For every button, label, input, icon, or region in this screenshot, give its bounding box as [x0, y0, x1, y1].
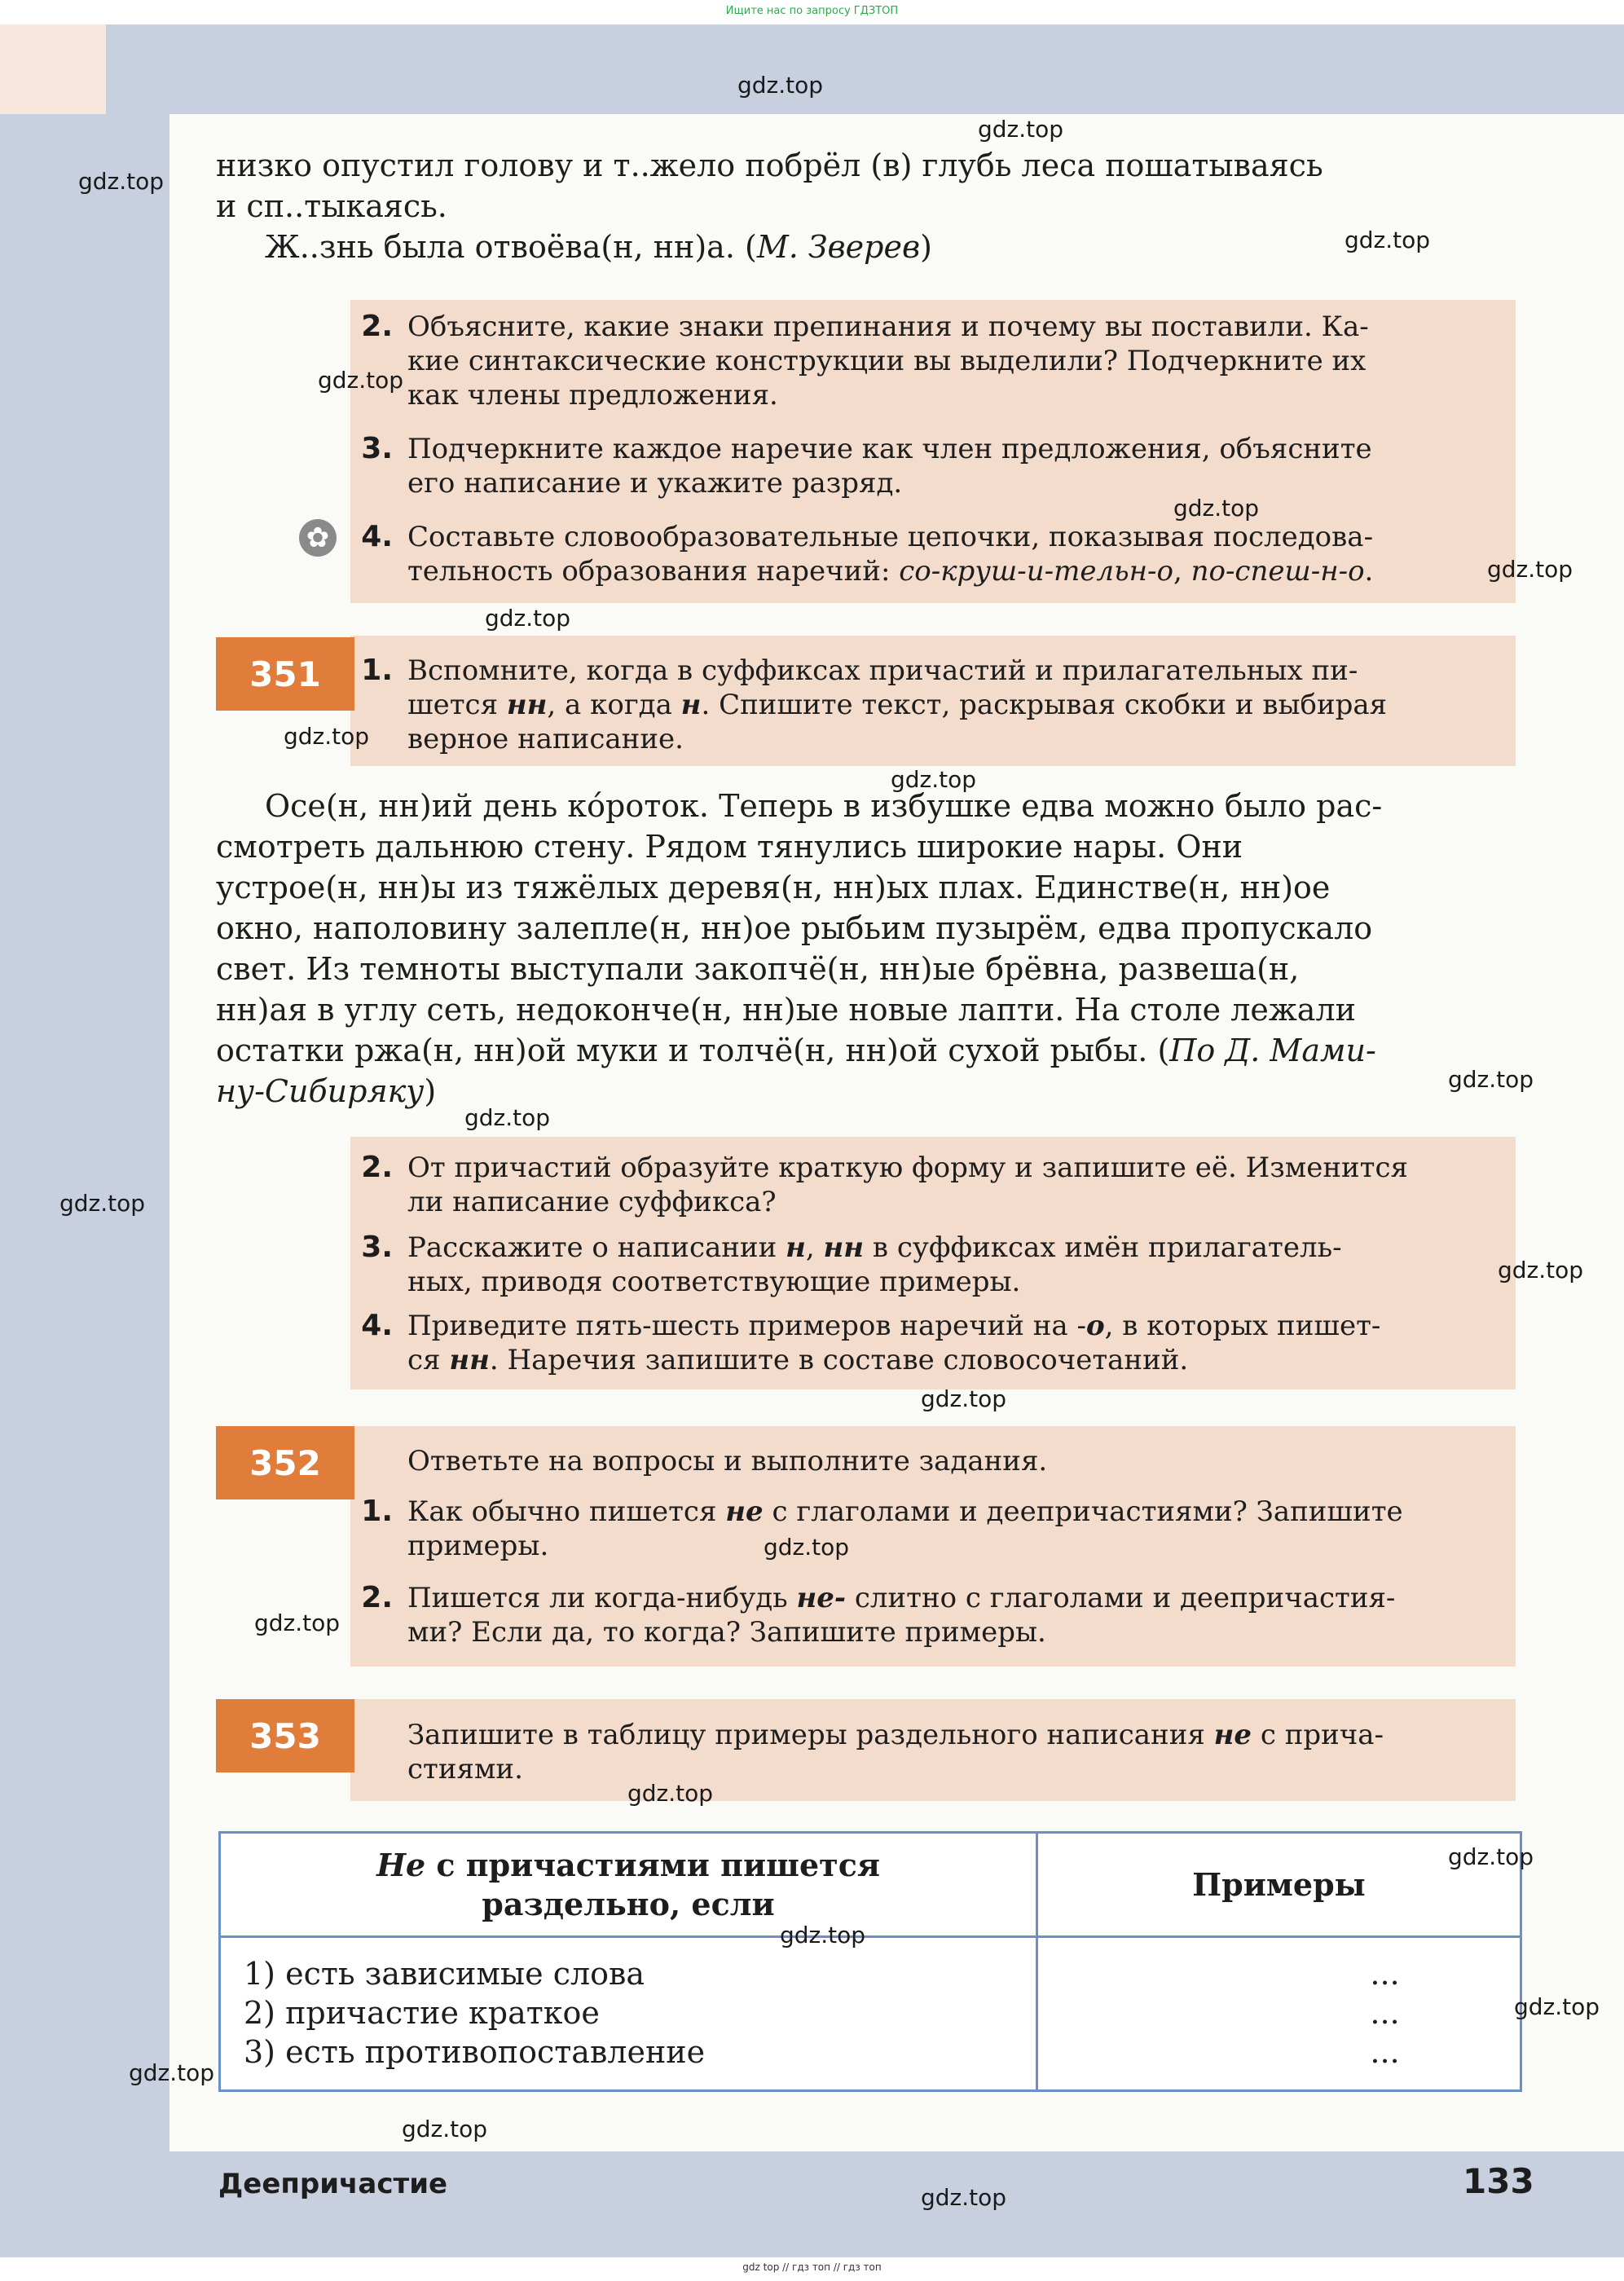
text-line: низко опустил голову и т..жело побрёл (в) глубь леса пошатываясь — [216, 148, 1323, 183]
watermark: gdz.top — [1514, 1993, 1600, 2020]
page-number: 133 — [1463, 2161, 1534, 2201]
watermark: gdz.top — [1345, 227, 1431, 253]
task-item: 4. Составьте словообразовательные цепочки, показывая последова- тельность образования наречий: со-круш-и-тельн-о, по-спеш-н-о. — [350, 520, 1373, 588]
task-item: 3. Расскажите о написании н, нн в суффиксах имён прилагатель- ных, приводя соответствующие примеры. — [350, 1231, 1342, 1299]
author-name: По Д. Мами- — [1169, 1033, 1376, 1068]
intro-text — [216, 145, 1520, 267]
task-number: 2. — [361, 1581, 393, 1614]
task-number: 2. — [361, 310, 393, 343]
table-header-examples: Примеры — [1037, 1833, 1521, 1937]
exercise-number-353: 353 — [216, 1699, 354, 1772]
watermark: gdz.top — [318, 367, 404, 394]
task-item: 1. Как обычно пишется не с глаголами и деепричастиями? Запишите примеры. — [350, 1495, 1403, 1563]
watermark: gdz.top — [921, 1385, 1007, 1412]
watermark: gdz.top — [891, 766, 977, 793]
watermark: gdz.top — [254, 1609, 341, 1636]
task-item: 4. Приведите пять-шесть примеров наречий на -о, в которых пишет- ся нн. Наречия запишите в составе словосочетаний. — [350, 1309, 1380, 1377]
task-item: 2. Пишется ли когда-нибудь не- слитно с глаголами и деепричастия- ми? Если да, то когда? Запишите примеры. — [350, 1581, 1395, 1649]
watermark: gdz.top — [978, 116, 1064, 143]
author-name: ну-Сибиряку — [216, 1073, 425, 1109]
table-header-condition: Не с причастиями пишется раздельно, если — [220, 1833, 1037, 1937]
task-item: 3. Подчеркните каждое наречие как член предложения, объясните его написание и укажите разряд. — [350, 432, 1372, 500]
watermark: gdz.top — [1448, 1843, 1534, 1870]
header-note[interactable]: Ищите нас по запросу ГДЗТОП — [725, 5, 899, 17]
task-number: 4. — [361, 520, 393, 553]
watermark: gdz.top — [1487, 556, 1573, 583]
exercise-number-352: 352 — [216, 1426, 354, 1499]
watermark: gdz.top — [59, 1190, 146, 1217]
task-number: 1. — [361, 1495, 393, 1528]
exercise-351-text: Осе(н, нн)ий день кóроток. Теперь в избушке едва можно было рас- смотреть дальнюю стену. Рядом тянулись широкие нары. Они устрое(н, нн)ы из тяжёлых деревя(н, нн)ых плах. Единстве(н, нн)ое окно, наполовину залепле(н, нн)ое рыбьим пузырём, едва пропускало свет. Из темноты выступали закопчё(н, нн)ые брёвна, развеша(н, нн)ая в углу сеть, недоконче(н, нн)ые новые лапти. На столе лежали остатки ржа(н, нн)ой муки и толчё(н, нн)ой сухой рыбы. (По Д. Мами- ну-Сибиряку) — [216, 788, 1383, 1109]
table-cell-conditions: 1) есть зависимые слова 2) причастие краткое 3) есть противопоставление — [220, 1937, 1037, 2091]
task-intro: Ответьте на вопросы и выполните задания. — [407, 1445, 1048, 1477]
watermark: gdz.top — [485, 605, 571, 632]
table-row — [220, 1937, 1521, 2091]
table-header-row — [220, 1833, 1521, 1937]
watermark: gdz.top — [402, 2116, 488, 2142]
author-name: М. Зверев — [756, 229, 921, 265]
watermark: gdz.top — [78, 168, 165, 195]
section-title: Деепричастие — [218, 2168, 448, 2200]
star-icon: ✿ — [299, 519, 337, 557]
task-number: 2. — [361, 1151, 393, 1184]
watermark: gdz.top — [764, 1534, 850, 1561]
text-line: и сп..тыкаясь. — [216, 188, 447, 224]
task-number: 4. — [361, 1309, 393, 1342]
task-number: 3. — [361, 432, 393, 465]
watermark: gdz.top — [737, 72, 824, 99]
watermark: gdz.top — [464, 1104, 551, 1131]
watermark: gdz.top — [921, 2184, 1007, 2211]
table-cell-examples: ... ... ... — [1037, 1937, 1521, 2091]
exercise-number-351: 351 — [216, 637, 354, 711]
footer-note[interactable]: gdz top // гдз топ // гдз топ — [742, 2261, 882, 2273]
watermark: gdz.top — [1173, 495, 1260, 522]
task-item: 1. Вспомните, когда в суффиксах причастий и прилагательных пи- шется нн, а когда н. Спишите текст, раскрывая скобки и выбирая верное написание. — [350, 654, 1387, 756]
watermark: gdz.top — [1448, 1066, 1534, 1093]
corner-strip — [0, 24, 106, 114]
task-item: 2. От причастий образуйте краткую форму и запишите её. Изменится ли написание суффикса? — [350, 1151, 1408, 1219]
watermark: gdz.top — [627, 1780, 714, 1807]
watermark: gdz.top — [284, 723, 370, 750]
examples-table — [218, 1831, 1522, 2092]
task-number: 3. — [361, 1231, 393, 1264]
watermark: gdz.top — [129, 2059, 215, 2086]
task-item: 2. Объясните, какие знаки препинания и почему вы поставили. Ка- кие синтаксические конструкции вы выделили? Подчеркните их как члены предложения. — [350, 310, 1369, 412]
text-line: Ж..знь была отвоёва(н, нн)а. (М. Зверев) — [265, 229, 932, 265]
watermark: gdz.top — [1498, 1257, 1584, 1284]
task-item: Запишите в таблицу примеры раздельного написания не с прича- стиями. — [407, 1719, 1384, 1786]
task-number: 1. — [361, 654, 393, 687]
watermark: gdz.top — [780, 1922, 866, 1949]
